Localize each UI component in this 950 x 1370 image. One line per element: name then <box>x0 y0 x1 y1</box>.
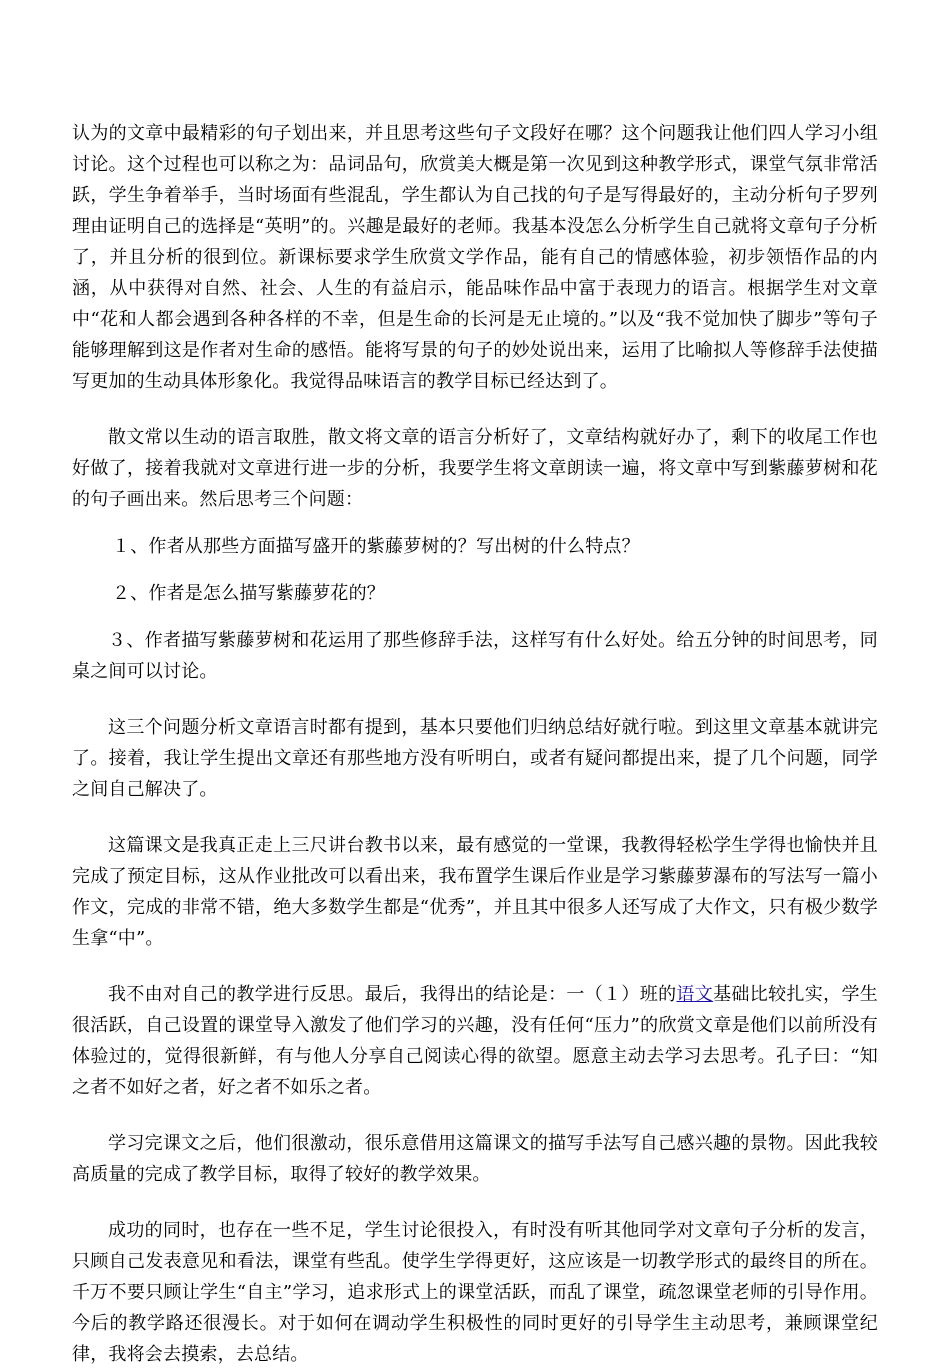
question-3: ３、作者描写紫藤萝树和花运用了那些修辞手法，这样写有什么好处。给五分钟的时间思考，同桌之间可以讨论。 <box>72 630 878 682</box>
paragraph-2: 散文常以生动的语言取胜，散文将文章的语言分析好了，文章结构就好办了，剩下的收尾工作也好做了，接着我就对文章进行进一步的分析，我要学生将文章朗读一遍，将文章中写到紫藤萝树和花的句子画出来。然后思考三个问题： <box>72 427 878 510</box>
paragraph-5: 这篇课文是我真正走上三尺讲台教书以来，最有感觉的一堂课，我教得轻松学生学得也愉快并且完成了预定目标，这从作业批改可以看出来，我布置学生课后作业是学习紫藤萝瀑布的写法写一篇小作文，完成的非常不错，绝大多数学生都是“优秀”，并且其中很多人还写成了大作文，只有极少数学生拿“中”。 <box>72 835 878 949</box>
paragraph-4: 这三个问题分析文章语言时都有提到，基本只要他们归纳总结好就行啦。到这里文章基本就讲完了。接着，我让学生提出文章还有那些地方没有听明白，或者有疑问都提出来，提了几个问题，同学之间自己解决了。 <box>72 717 878 800</box>
paragraph-6 <box>72 979 878 1103</box>
document-body <box>72 118 878 1370</box>
question-2: ２、作者是怎么描写紫藤萝花的？ <box>112 583 385 604</box>
paragraph-6-text-start: 我不由对自己的教学进行反思。最后，我得出的结论是：一（１）班的 <box>108 984 677 1005</box>
paragraph-7: 学习完课文之后，他们很激动，很乐意借用这篇课文的描写手法写自己感兴趣的景物。因此我较高质量的完成了教学目标，取得了较好的教学效果。 <box>72 1133 878 1185</box>
question-1: １、作者从那些方面描写盛开的紫藤萝树的？写出树的什么特点？ <box>112 536 640 557</box>
paragraph-1: 认为的文章中最精彩的句子划出来，并且思考这些句子文段好在哪？这个问题我让他们四人学习小组讨论。这个过程也可以称之为：品词品句，欣赏美大概是第一次见到这种教学形式，课堂气氛非常活跃，学生争着举手，当时场面有些混乱，学生都认为自己找的句子是写得最好的，主动分析句子罗列理由证明自己的选择是“英明”的。兴趣是最好的老师。我基本没怎么分析学生自己就将文章句子分析了，并且分析的很到位。新课标要求学生欣赏文学作品，能有自己的情感体验，初步领悟作品的内涵，从中获得对自然、社会、人生的有益启示，能品味作品中富于表现力的语言。根据学生对文章中“花和人都会遇到各种各样的不幸，但是生命的长河是无止境的。”以及“我不觉加快了脚步”等句子能够理解到这是作者对生命的感悟。能将写景的句子的妙处说出来，运用了比喻拟人等修辞手法使描写更加的生动具体形象化。我觉得品味语言的教学目标已经达到了。 <box>72 123 878 392</box>
chinese-language-link[interactable]: 语文 <box>676 984 714 1005</box>
paragraph-8: 成功的同时，也存在一些不足，学生讨论很投入，有时没有听其他同学对文章句子分析的发言，只顾自己发表意见和看法，课堂有些乱。使学生学得更好，这应该是一切教学形式的最终目的所在。千万不要只顾让学生“自主”学习，追求形式上的课堂活跃，而乱了课堂，疏忽课堂老师的引导作用。今后的教学路还很漫长。对于如何在调动学生积极性的同时更好的引导学生主动思考，兼顾课堂纪律，我将会去摸索，去总结。 <box>72 1220 878 1365</box>
paragraph-6-text-end: 基础比较扎实，学生很活跃，自己设置的课堂导入激发了他们学习的兴趣，没有任何“压力”的欣赏文章是他们以前所没有体验过的，觉得很新鲜，有与他人分享自己阅读心得的欲望。愿意主动去学习去思考。孔子曰：“知之者不如好之者，好之者不如乐之者。 <box>72 984 878 1098</box>
